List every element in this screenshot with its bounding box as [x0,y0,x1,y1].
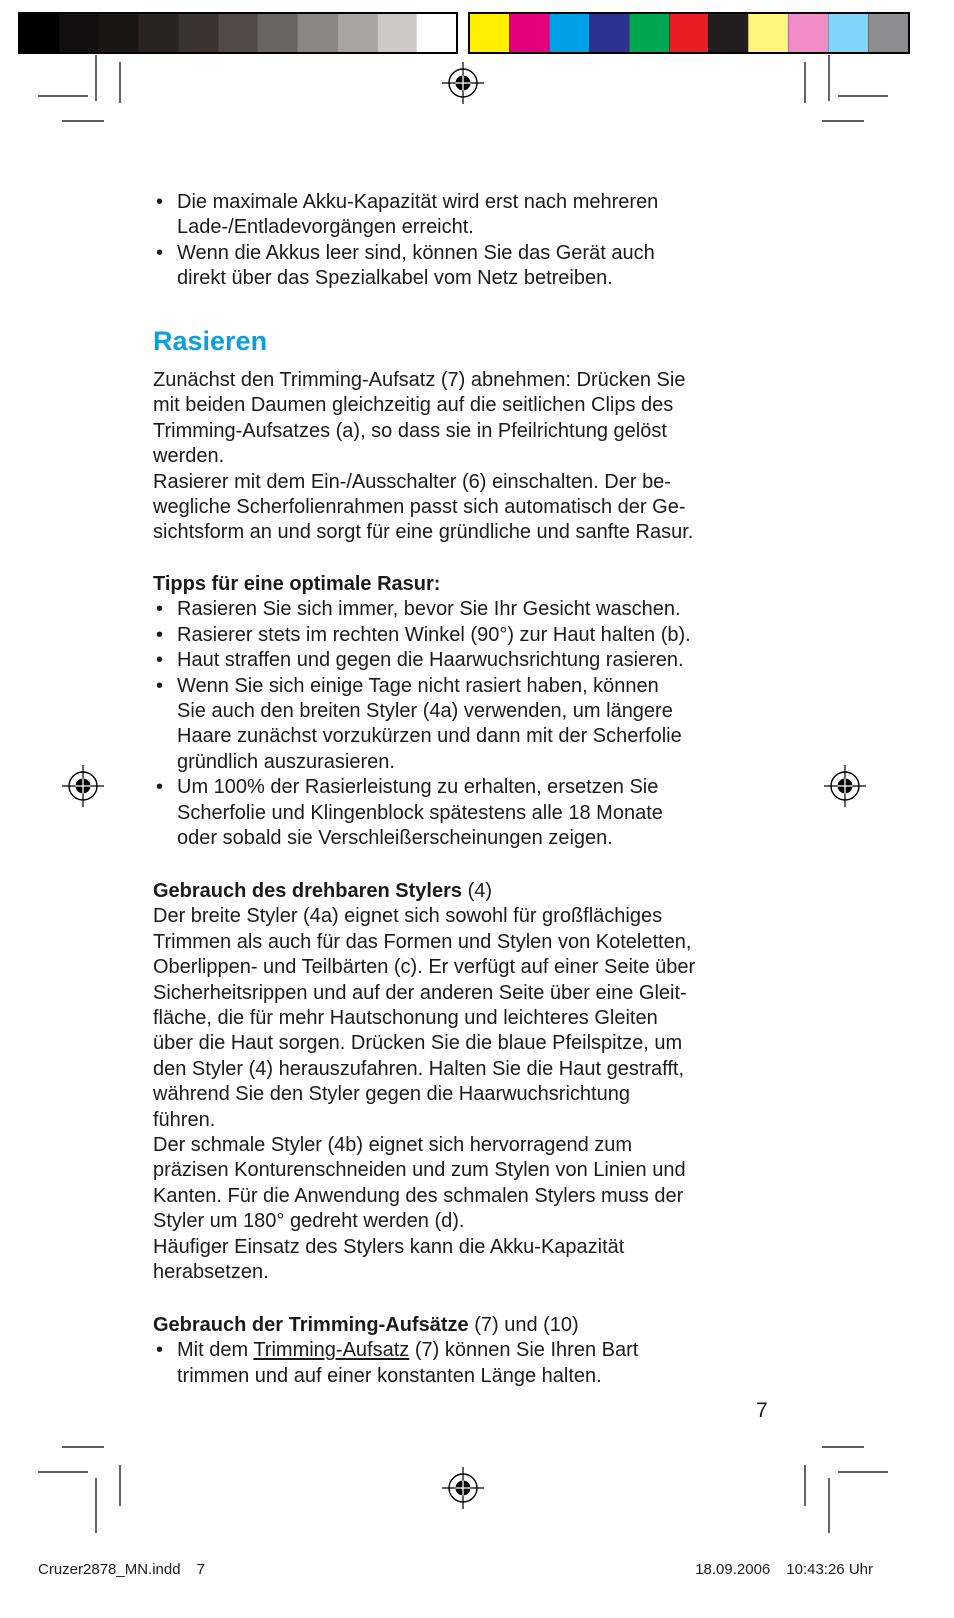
gray-patch [218,14,258,52]
text-line: den Styler (4) herauszufahren. Halten Sie die Haut gestrafft, [153,1057,685,1080]
styler-heading-bold: Gebrauch des drehbaren Stylers [153,880,463,902]
page-number: 7 [756,1399,768,1422]
list-item [153,623,691,648]
intro-bullet-list [153,190,658,292]
tips-heading: Tipps für eine optimale Rasur: [153,573,441,595]
text-line: oder sobald sie Verschleißerscheinungen zeigen. [177,827,613,850]
bullet: • [156,1339,164,1362]
text-line: Trimmen als auch für das Formen und Stylen von Koteletten, [153,930,692,953]
gray-patch [377,14,417,52]
text-line: werden. [153,445,225,468]
list-item [153,674,691,776]
text-line: Die maximale Akku-Kapazität wird erst nach mehreren [177,191,659,213]
list-item [153,597,691,622]
text-line: Der schmale Styler (4b) eignet sich hervorragend zum [153,1134,633,1157]
bullet: • [156,776,164,799]
text-line: über die Haut sorgen. Drücken Sie die blaue Pfeilspitze, um [153,1032,683,1055]
text-line [177,1338,638,1363]
bullet: • [156,623,164,646]
registration-mark-top-icon [442,62,484,104]
rasieren-paragraph [153,368,693,546]
color-patch [788,14,828,52]
color-patch [470,14,509,52]
list-item [153,648,691,673]
text-line: herabsetzen. [153,1261,269,1284]
list-item [153,1338,638,1389]
list-item [153,241,658,292]
text-line: Sicherheitsrippen und auf der anderen Seite über eine Gleit- [153,981,687,1004]
grayscale-control-bar [18,12,458,54]
text-line: Wenn Sie sich einige Tage nicht rasiert haben, können [177,674,659,697]
styler-section [153,879,695,1286]
color-patch [589,14,629,52]
footer-file-info [38,1561,205,1579]
text-line: sichtsform an und sorgt für eine gründliche und sanfte Rasur. [153,521,694,544]
list-item [153,775,691,851]
gray-patch [297,14,337,52]
gray-patch [337,14,377,52]
text-line: präzisen Konturenschneiden und zum Stylen von Linien und [153,1159,686,1182]
registration-mark-right-icon [824,765,866,807]
bullet: • [156,191,164,213]
text-line: Rasierer mit dem Ein-/Ausschalter (6) einschalten. Der be- [153,470,671,493]
color-patch [669,14,709,52]
gray-patch [178,14,218,52]
bullet: • [156,674,164,697]
tips-section [153,572,691,851]
text-line: wegliche Scherfolienrahmen passt sich automatisch der Ge- [153,496,686,519]
text-line: fläche, die für mehr Hautschonung und leichteres Gleiten [153,1007,658,1030]
text-line: Scherfolie und Klingenblock spätestens alle 18 Monate [177,801,663,824]
color-patch [868,14,908,52]
text-line: direkt über das Spezialkabel vom Netz betreiben. [177,267,613,290]
gray-patch [20,14,59,52]
gray-patch [59,14,99,52]
text-line: Haut straffen und gegen die Haarwuchsrichtung rasieren. [177,649,684,672]
crop-mark-bottom-left [38,1447,120,1533]
trimming-heading [153,1313,638,1338]
registration-mark-bottom-icon [442,1467,484,1509]
footer-date: 18.09.2006 [695,1561,771,1578]
text-line: Häufiger Einsatz des Stylers kann die Akku-Kapazität [153,1235,625,1258]
color-control-bar [468,12,910,54]
section-heading-rasieren: Rasieren [153,326,268,356]
bullet: • [156,241,164,264]
footer-timestamp [695,1561,873,1579]
crop-mark-top-right [805,55,888,121]
text-line: Oberlippen- und Teilbärten (c). Er verfügt auf einer Seite über [153,956,696,979]
color-patch [549,14,589,52]
text-line: Rasierer stets im rechten Winkel (90°) zur Haut halten (b). [177,623,691,646]
text-line: Um 100% der Rasierleistung zu erhalten, ersetzen Sie [177,776,659,799]
color-patch [748,14,788,52]
crop-mark-top-left [38,55,120,121]
color-patch [629,14,669,52]
text-segment: (7) können Sie Ihren Bart [414,1339,639,1362]
text-line: Rasieren Sie sich immer, bevor Sie Ihr Gesicht waschen. [177,598,681,621]
trimming-heading-ref: (7) und (10) [474,1314,579,1336]
text-line: gründlich auszurasieren. [177,750,395,773]
text-line: führen. [153,1108,216,1131]
text-line: Haare zunächst vorzukürzen und dann mit der Scherfolie [177,725,682,748]
text-line: Styler um 180° gedreht werden (d). [153,1210,465,1233]
gray-patch [257,14,297,52]
underlined-term: Trimming-Aufsatz [253,1339,410,1362]
crop-mark-bottom-right [805,1447,888,1533]
text-line: Kanten. Für die Anwendung des schmalen Stylers muss der [153,1184,684,1207]
text-line: Lade-/Entladevorgängen erreicht. [177,216,474,239]
color-patch [708,14,748,52]
footer-time: 10:43:26 Uhr [786,1561,873,1578]
gray-patch [98,14,138,52]
trimming-heading-bold: Gebrauch der Trimming-Aufsätze [153,1314,469,1336]
text-line: Trimming-Aufsatzes (a), so dass sie in Pfeilrichtung gelöst [153,419,667,442]
gray-patch [138,14,178,52]
list-item [153,190,658,241]
registration-mark-left-icon [62,765,104,807]
footer-file-name: Cruzer2878_MN.indd [38,1561,181,1578]
text-line: Sie auch den breiten Styler (4a) verwenden, um längere [177,700,673,723]
text-segment: Mit dem [177,1339,249,1362]
trimming-section [153,1313,638,1389]
text-line: Der breite Styler (4a) eignet sich sowohl für großflächiges [153,905,663,928]
bullet: • [156,649,164,672]
color-patch [828,14,868,52]
styler-heading [153,879,695,904]
text-line: Wenn die Akkus leer sind, können Sie das Gerät auch [177,241,655,264]
text-line: Zunächst den Trimming-Aufsatz (7) abnehmen: Drücken Sie [153,369,686,391]
gray-patch [416,14,456,52]
styler-heading-ref: (4) [467,880,493,902]
bullet: • [156,598,164,621]
text-line: mit beiden Daumen gleichzeitig auf die seitlichen Clips des [153,394,674,417]
color-patch [509,14,549,52]
text-line: während Sie den Styler gegen die Haarwuchsrichtung [153,1083,630,1106]
footer-file-page: 7 [196,1561,205,1578]
text-line: trimmen und auf einer konstanten Länge halten. [177,1364,602,1387]
